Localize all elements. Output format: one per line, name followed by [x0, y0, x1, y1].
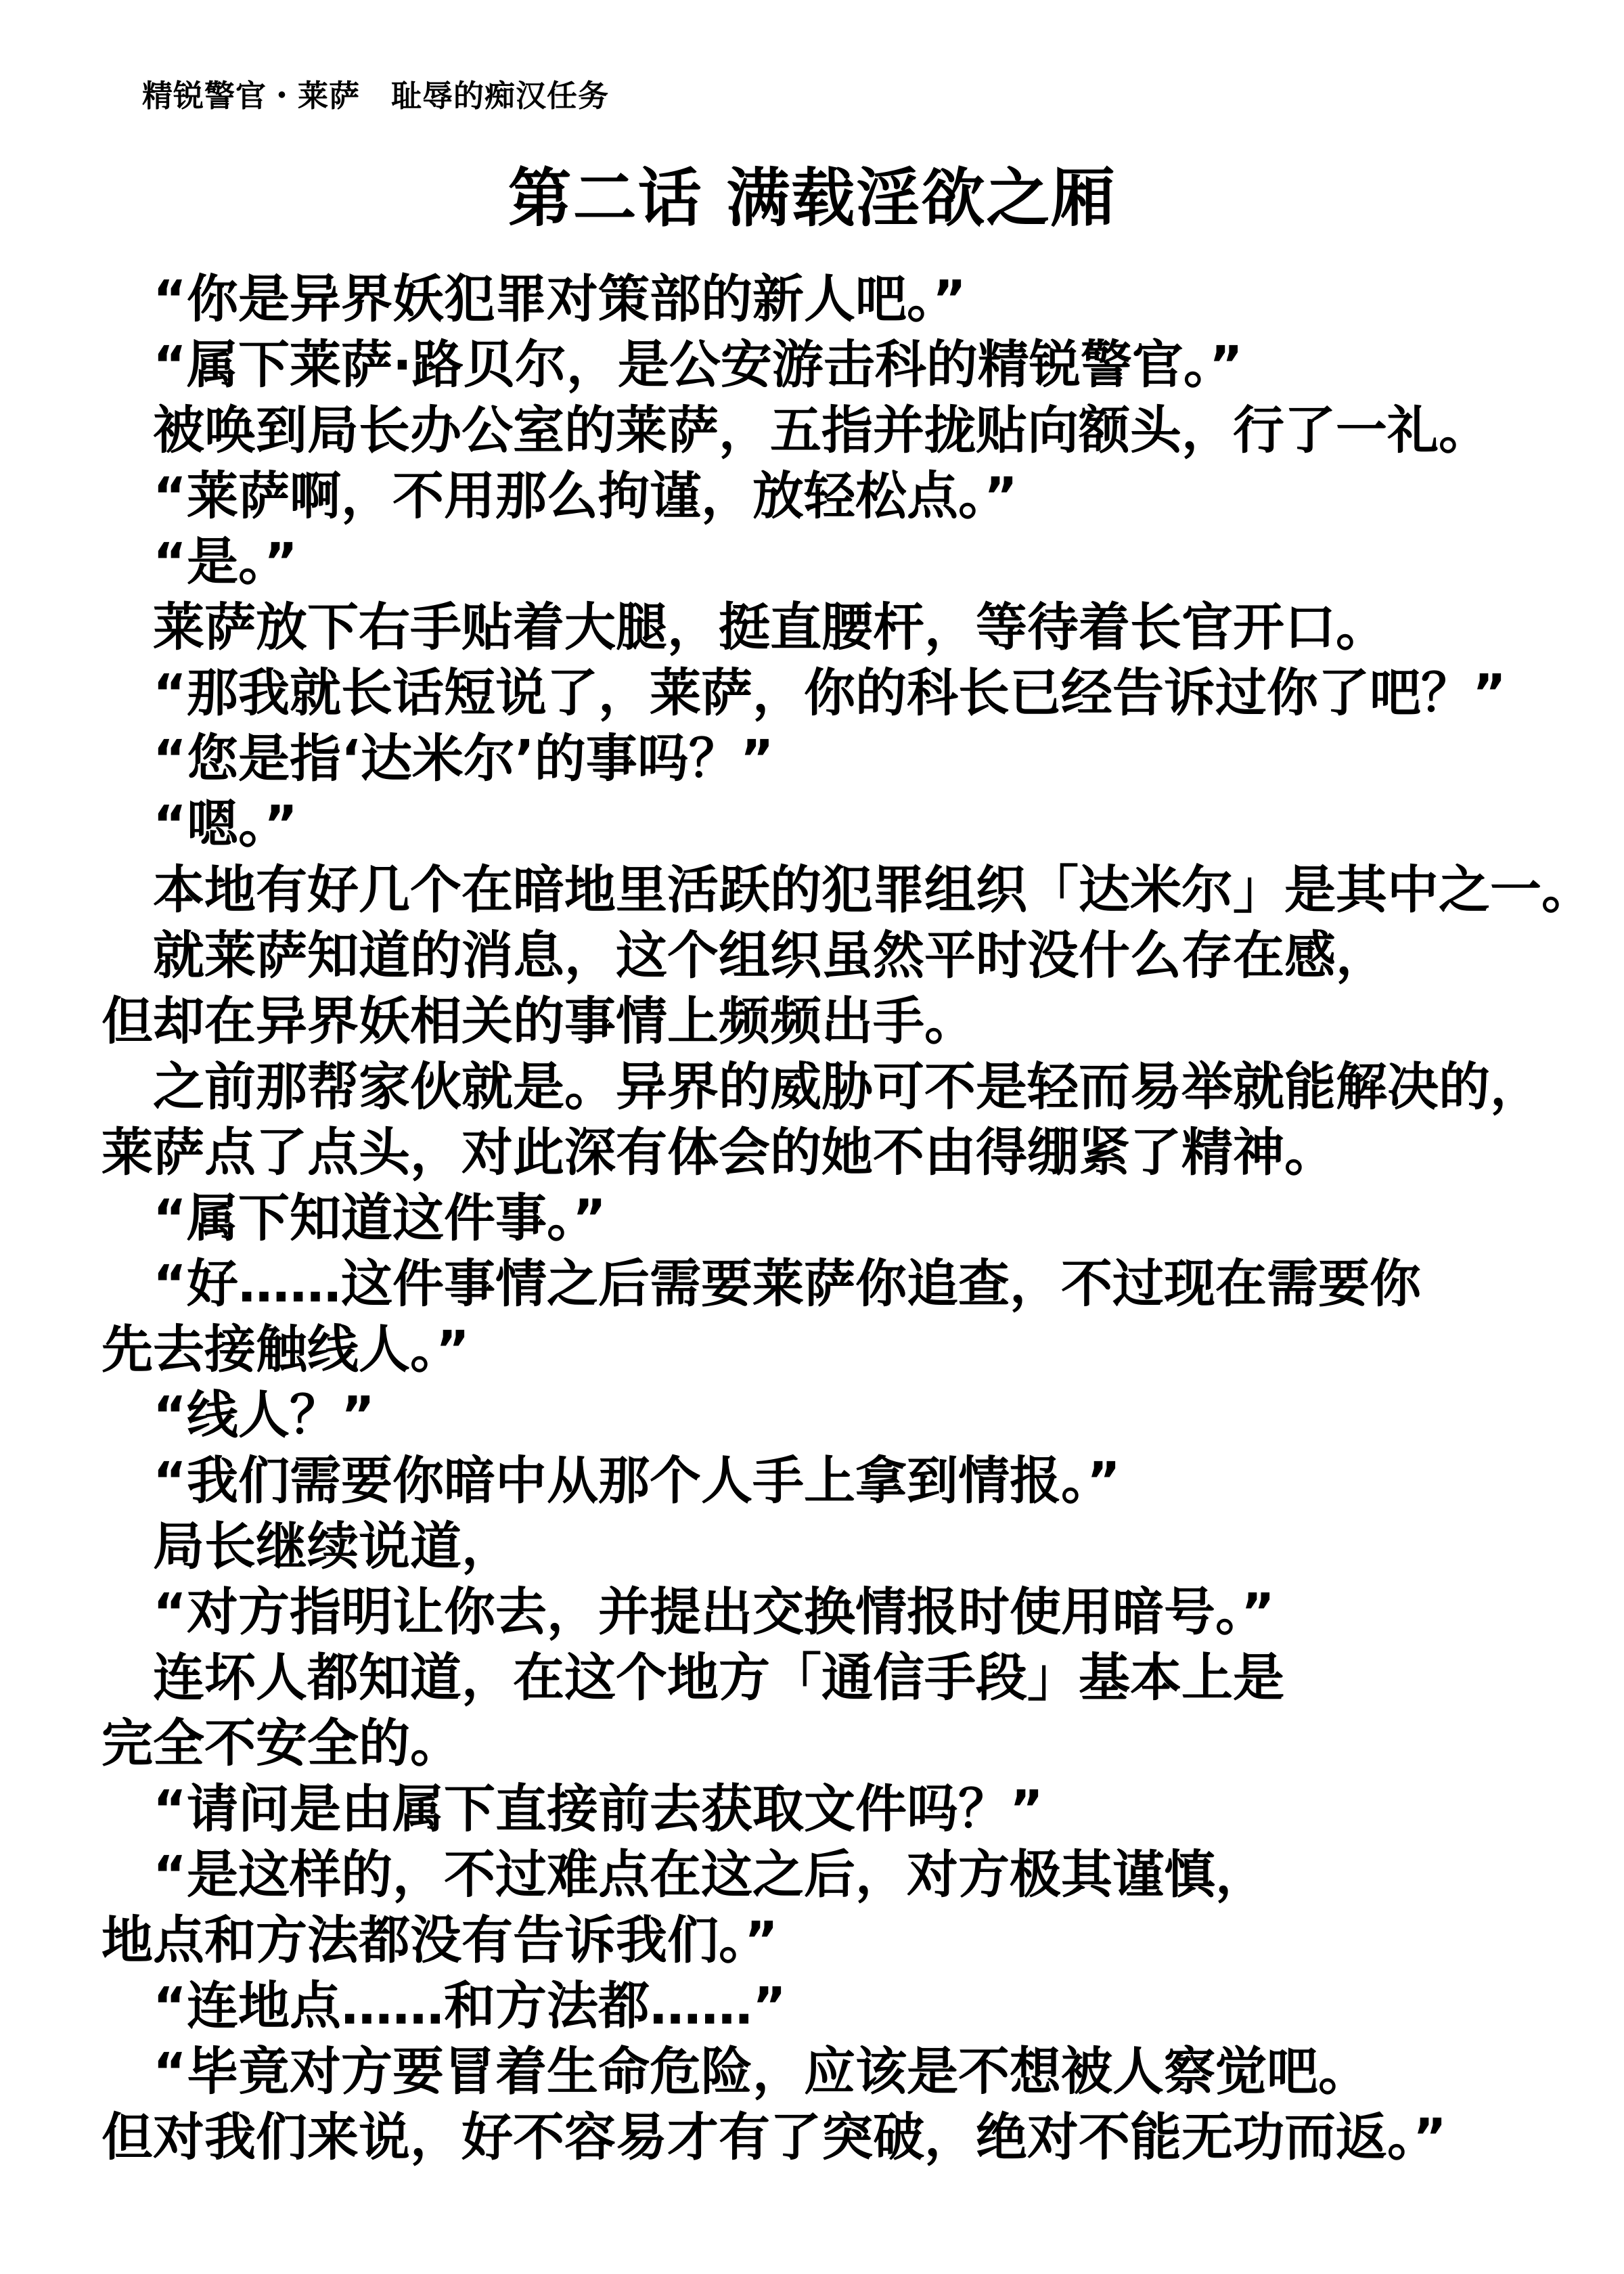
text-line: 莱萨放下右手贴着大腿，挺直腰杆，等待着长官开口。 [153, 597, 1387, 657]
text-line: “是这样的，不过难点在这之后，对方极其谨慎， [153, 1844, 1267, 1904]
text-line: 就莱萨知道的消息，这个组织虽然平时没什么存在感， [153, 925, 1387, 985]
text-line: “那我就长话短说了，莱萨，你的科长已经告诉过你了吧？” [153, 663, 1506, 723]
text-line: 地点和方法都没有告诉我们。” [102, 1910, 778, 1970]
text-line: “你是异界妖犯罪对策部的新人吧。” [153, 269, 966, 329]
text-line: 连坏人都知道，在这个地方「通信手段」基本上是 [153, 1647, 1284, 1708]
text-line: 但对我们来说，好不容易才有了突破，绝对不能无功而返。” [102, 2107, 1447, 2167]
text-line: “我们需要你暗中从那个人手上拿到情报。” [153, 1450, 1121, 1511]
text-line: “好……这件事情之后需要莱萨你追查，不过现在需要你 [153, 1253, 1421, 1314]
text-line: “请问是由属下直接前去获取文件吗？” [153, 1779, 1043, 1839]
text-line: 被唤到局长办公室的莱萨，五指并拢贴向额头，行了一礼。 [153, 400, 1490, 460]
running-header: 精锐警官・莱萨 耻辱的痴汉任务 [142, 79, 610, 113]
text-line: “是。” [153, 531, 298, 592]
text-line: “连地点……和方法都……” [153, 1976, 786, 2036]
chapter-title: 第二话 满载淫欲之厢 [508, 162, 1116, 236]
text-line: “线人？” [153, 1385, 375, 1445]
text-line: 莱萨点了点头，对此深有体会的她不由得绷紧了精神。 [102, 1122, 1336, 1182]
text-line: 先去接触线人。” [102, 1319, 470, 1379]
text-line: 但却在异界妖相关的事情上频频出手。 [102, 991, 976, 1051]
text-line: 之前那帮家伙就是。异界的威胁可不是轻而易举就能解决的， [153, 1056, 1541, 1117]
text-line: 完全不安全的。 [102, 1713, 461, 1773]
text-line: “对方指明让你去，并提出交换情报时使用暗号。” [153, 1582, 1275, 1642]
text-line: “属下知道这件事。” [153, 1188, 606, 1248]
body-text [102, 266, 1610, 2170]
text-line: “毕竟对方要冒着生命危险，应该是不想被人察觉吧。 [153, 2041, 1370, 2101]
text-line: “莱萨啊，不用那么拘谨，放轻松点。” [153, 466, 1018, 526]
text-line: 本地有好几个在暗地里活跃的犯罪组织「达米尔」是其中之一。 [153, 860, 1593, 920]
text-line: “嗯。” [153, 794, 298, 854]
text-line: “属下莱萨·路贝尔，是公安游击科的精锐警官。” [153, 334, 1243, 395]
text-line: 局长继续说道， [153, 1516, 513, 1576]
text-line: “您是指‘达米尔’的事吗？” [153, 728, 774, 788]
